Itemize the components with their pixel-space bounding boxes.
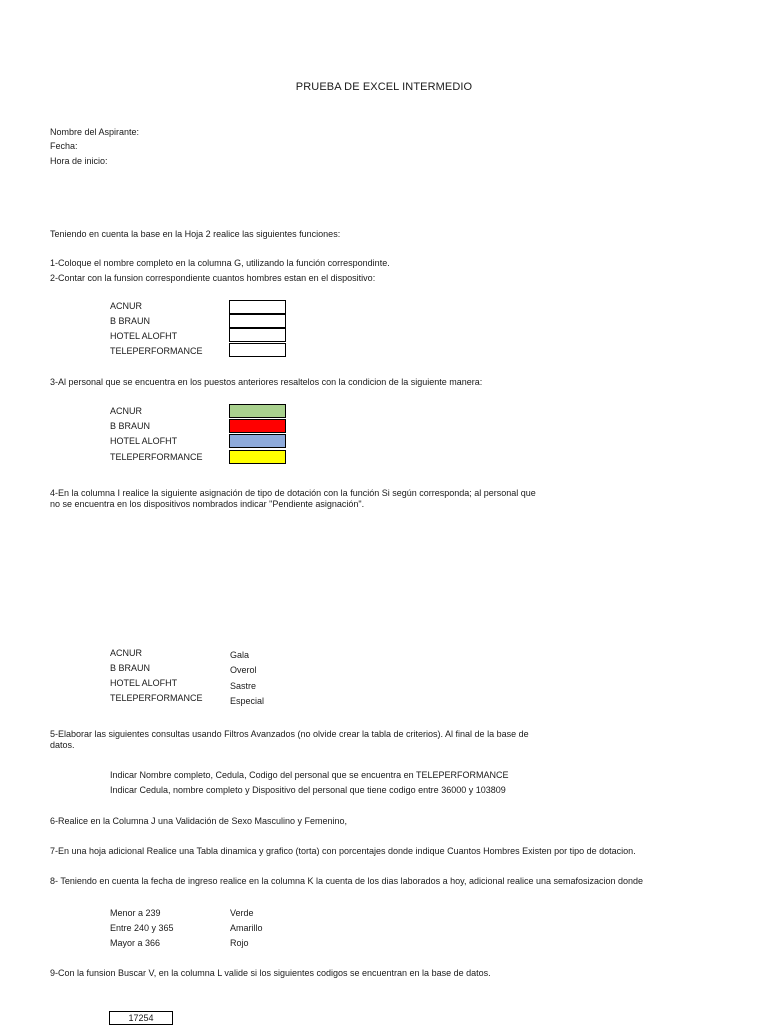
question-4-line-2: no se encuentra en los dispositivos nombrados indicar "Pendiente asignación".: [50, 499, 365, 509]
device-label-bbraun: B BRAUN: [110, 421, 151, 431]
question-2: 2-Contar con la funsion correspondiente cuantos hombres estan en el dispositivo:: [50, 273, 376, 283]
color-swatch-hotel: [229, 434, 286, 448]
color-swatch-bbraun: [229, 419, 286, 433]
code-cell: 17254: [109, 1011, 173, 1025]
semaforo-color-3: Rojo: [230, 938, 249, 948]
device-label-bbraun: B BRAUN: [110, 663, 151, 673]
device-label-acnur: ACNUR: [110, 648, 143, 658]
document-title: PRUEBA DE EXCEL INTERMEDIO: [295, 81, 473, 93]
device-label-acnur: ACNUR: [110, 406, 143, 416]
device-label-teleperformance: TELEPERFORMANCE: [110, 693, 203, 703]
dotacion-sastre: Sastre: [230, 681, 257, 691]
aspirante-label: Nombre del Aspirante:: [50, 127, 140, 137]
question-5-query-1: Indicar Nombre completo, Cedula, Codigo del personal que se encuentra en TELEPERFORMANCE: [110, 770, 509, 780]
dotacion-gala: Gala: [230, 650, 250, 660]
semaforo-color-1: Verde: [230, 908, 254, 918]
dotacion-overol: Overol: [230, 665, 257, 675]
semaforo-range-2: Entre 240 y 365: [110, 923, 174, 933]
device-label-teleperformance: TELEPERFORMANCE: [110, 452, 203, 462]
count-cell-bbraun: [229, 314, 286, 328]
dotacion-especial: Especial: [230, 696, 265, 706]
question-6: 6-Realice en la Columna J una Validación de Sexo Masculino y Femenino,: [50, 816, 347, 826]
question-5-line-1: 5-Elaborar las siguientes consultas usando Filtros Avanzados (no olvide crear la tabla de criterios). Al final de la base de: [50, 729, 529, 739]
count-cell-acnur: [229, 300, 286, 314]
color-swatch-teleperformance: [229, 450, 286, 464]
question-4-line-1: 4-En la columna I realice la siguiente asignación de tipo de dotación con la función Si según corresponda; al personal que: [50, 488, 536, 498]
question-7: 7-En una hoja adicional Realice una Tabla dinamica y grafico (torta) con porcentajes donde indique Cuantos Hombres Existen por tipo de dotacion.: [50, 846, 636, 856]
device-label-hotel: HOTEL ALOFHT: [110, 436, 178, 446]
count-cell-hotel: [229, 328, 286, 342]
count-cell-teleperformance: [229, 343, 286, 357]
device-label-acnur: ACNUR: [110, 301, 143, 311]
question-5-line-2: datos.: [50, 740, 75, 750]
device-label-hotel: HOTEL ALOFHT: [110, 331, 178, 341]
semaforo-range-1: Menor a 239: [110, 908, 161, 918]
intro-text: Teniendo en cuenta la base en la Hoja 2 realice las siguientes funciones:: [50, 229, 341, 239]
device-label-teleperformance: TELEPERFORMANCE: [110, 346, 203, 356]
fecha-label: Fecha:: [50, 141, 78, 151]
semaforo-range-3: Mayor a 366: [110, 938, 161, 948]
question-3: 3-Al personal que se encuentra en los puestos anteriores resaltelos con la condicion de la siguiente manera:: [50, 377, 483, 387]
device-label-bbraun: B BRAUN: [110, 316, 151, 326]
question-9: 9-Con la funsion Buscar V, en la columna L valide si los siguientes codigos se encuentran en la base de datos.: [50, 968, 491, 978]
question-5-query-2: Indicar Cedula, nombre completo y Dispositivo del personal que tiene codigo entre 36000 y 103809: [110, 785, 506, 795]
hora-inicio-label: Hora de inicio:: [50, 156, 108, 166]
device-label-hotel: HOTEL ALOFHT: [110, 678, 178, 688]
semaforo-color-2: Amarillo: [230, 923, 263, 933]
question-1: 1-Coloque el nombre completo en la columna G, utilizando la función correspondinte.: [50, 258, 390, 268]
question-8: 8- Teniendo en cuenta la fecha de ingreso realice en la columna K la cuenta de los dias laborados a hoy, adicional realice una semafosizacion donde: [50, 876, 644, 886]
color-swatch-acnur: [229, 404, 286, 418]
